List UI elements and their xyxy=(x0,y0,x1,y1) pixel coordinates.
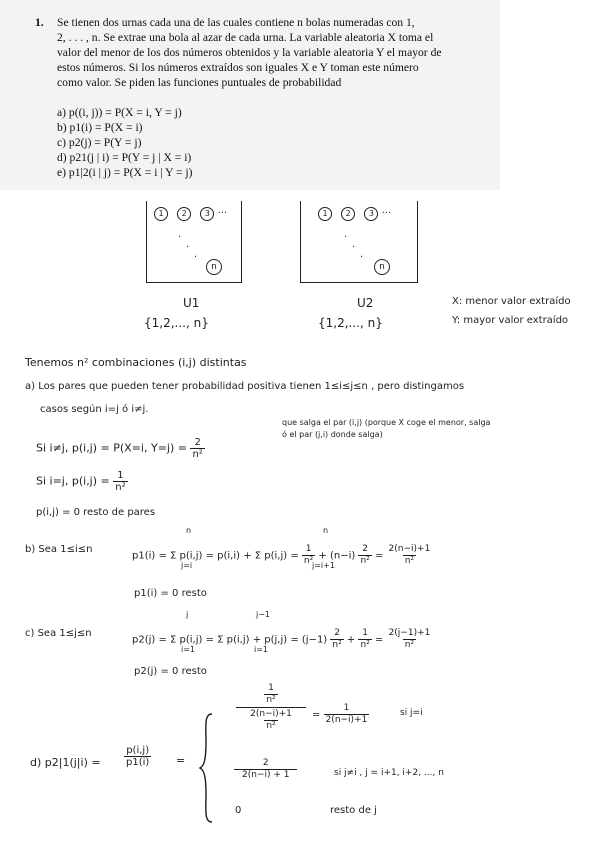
ball-3: 3 xyxy=(200,207,214,221)
part-c-result xyxy=(387,628,433,651)
case-1-condition: si j=i xyxy=(400,708,423,718)
urn-2-set: {1,2,..., n} xyxy=(318,316,383,330)
ellipsis: ··· xyxy=(217,208,228,219)
ellipsis: ··· xyxy=(381,208,392,219)
urn-1-set: {1,2,..., n} xyxy=(144,316,209,330)
part-c-sum: p2(j) = Σ p(i,j) = Σ p(i,j) + p(j,j) = (j−1) xyxy=(132,634,328,646)
case-neq-fraction xyxy=(190,437,204,460)
case-3-value: 0 xyxy=(235,805,242,816)
diagonal-dots: · xyxy=(178,232,182,243)
ball-2: 2 xyxy=(177,207,191,221)
case-1-compound xyxy=(236,683,306,732)
numerator: p(i,j) xyxy=(126,745,150,756)
urn-2-balls xyxy=(318,207,391,221)
sum-upper: n xyxy=(323,526,329,535)
denominator: n² xyxy=(266,695,276,705)
diagonal-dots: · xyxy=(344,232,348,243)
part-d-equals: = xyxy=(176,754,186,767)
sum-lower: j=i+1 xyxy=(312,561,335,570)
part-b-rest: p1(i) = 0 resto xyxy=(134,588,207,599)
part-d-lhs: d) p2|1(j|i) = xyxy=(30,756,101,769)
fraction xyxy=(234,758,297,781)
problem-item: d) p21(j | i) = P(Y = j | X = i) xyxy=(57,151,192,164)
sum-lower: i=1 xyxy=(181,645,196,654)
problem-item: a) p((i, j)) = P(X = i, Y = j) xyxy=(57,106,182,119)
part-b-expression: p1(i) = Σ p(i,j) = p(i,i) + Σ p(i,j) = $\frac{1}{\text{n²}}$ + (n−i) $\frac{2}{\text{n²}}$ = $\frac{2(n-i)+1}{\text{n²}}$ xyxy=(132,544,431,566)
part-d-fraction xyxy=(124,745,151,768)
part-c-expression: p2(j) = Σ p(i,j) = Σ p(i,j) + p(j,j) = (j−1) $\frac{2}{\text{n²}}$ + $\frac{1}{\text{n²}}$ = $\frac{2(j-1)+1}{\text{n²}}$ xyxy=(132,628,431,650)
part-b-result xyxy=(387,544,433,567)
ball-n: n xyxy=(374,259,390,275)
ball-1: 1 xyxy=(154,207,168,221)
problem-item: b) p1(i) = P(X = i) xyxy=(57,121,143,134)
ball-n: n xyxy=(206,259,222,275)
diagonal-dots: · xyxy=(186,242,190,253)
case-2-condition: si j≠i , j = i+1, i+2, ..., n xyxy=(334,768,444,778)
denominator: 2(n−i)+1 xyxy=(325,715,368,725)
piecewise-brace xyxy=(198,712,214,824)
ball-2: 2 xyxy=(341,207,355,221)
denominator: n² xyxy=(404,556,415,566)
numerator: 2(n−i)+1 xyxy=(250,709,292,719)
numerator: 2(n−i)+1 xyxy=(388,544,431,554)
urn-1-label: U1 xyxy=(183,296,200,310)
sum-lower: i=1 xyxy=(254,645,269,654)
denominator: n² xyxy=(332,640,342,650)
fraction xyxy=(330,628,343,651)
case-2-fraction xyxy=(234,758,297,781)
sum-upper: j xyxy=(186,610,189,619)
denominator: n² xyxy=(115,482,126,493)
numerator: 1 xyxy=(305,544,312,554)
fraction xyxy=(358,628,371,651)
numerator: 1 xyxy=(362,628,368,638)
legend-x: X: menor valor extraído xyxy=(452,296,571,307)
case-neq xyxy=(36,437,205,460)
problem-text-line: estos números. Si los números extraídos son iguales X e Y toman este número xyxy=(57,61,419,74)
legend-y: Y: mayor valor extraído xyxy=(452,315,569,326)
case-eq-fraction xyxy=(113,470,127,493)
fraction xyxy=(302,544,315,567)
solution-intro: Tenemos n² combinaciones (i,j) distintas xyxy=(25,356,247,369)
part-b-mid: + (n−i) xyxy=(318,550,356,562)
numerator: 2 xyxy=(262,758,269,768)
numerator: 2 xyxy=(194,437,201,448)
fraction xyxy=(264,683,277,706)
denominator: n² xyxy=(266,721,276,731)
diagonal-dots: · xyxy=(194,252,198,263)
case-3-condition: resto de j xyxy=(330,805,377,816)
part-c-rest: p2(j) = 0 resto xyxy=(134,666,207,677)
fraction xyxy=(358,544,371,567)
ball-3: 3 xyxy=(364,207,378,221)
numerator: 2(j−1)+1 xyxy=(388,628,431,638)
denominator: n² xyxy=(360,556,370,566)
part-a-line-2: casos según i=j ó i≠j. xyxy=(40,404,149,415)
problem-item: c) p2(j) = P(Y = j) xyxy=(57,136,142,149)
sum-lower: j=i xyxy=(181,561,193,570)
note-line-1: que salga el par (i,j) (porque X coge el menor, salga xyxy=(282,418,491,427)
numerator: 2 xyxy=(362,544,368,554)
numerator: 2 xyxy=(334,628,340,638)
denominator: n² xyxy=(404,640,415,650)
ball-1: 1 xyxy=(318,207,332,221)
diagonal-dots: · xyxy=(360,252,364,263)
part-c-lhs: c) Sea 1≤j≤n xyxy=(25,628,92,639)
case-neq-lhs: Si i≠j, p(i,j) = P(X=i, Y=j) = xyxy=(36,441,187,455)
case-1-simplified: = $\frac{1}{2(n-i)+1}$ xyxy=(312,703,368,725)
part-a-line-1: a) Los pares que pueden tener probabilidad positiva tienen 1≤i≤j≤n , pero distingamos xyxy=(25,381,465,392)
denominator: n² xyxy=(303,556,314,566)
urn-1-balls xyxy=(154,207,227,221)
denominator: n² xyxy=(360,640,370,650)
case-eq-lhs: Si i=j, p(i,j) = xyxy=(36,474,110,488)
problem-text-line: como valor. Se piden las funciones puntuales de probabilidad xyxy=(57,76,342,89)
numerator: 1 xyxy=(343,703,350,713)
problem-text-line: 2, . . . , n. Se extrae una bola al azar de cada urna. La variable aleatoria X toma el xyxy=(57,31,434,44)
numerator: 1 xyxy=(117,470,124,481)
sum-upper: j−1 xyxy=(256,610,271,619)
denominator: 2(n−i) + 1 xyxy=(234,769,297,781)
fraction xyxy=(324,703,370,726)
fraction xyxy=(124,745,151,768)
case-eq xyxy=(36,470,128,493)
problem-number: 1. xyxy=(35,16,44,29)
denominator: p1(i) xyxy=(126,757,150,768)
fraction xyxy=(248,709,294,732)
problem-text-line: Se tienen dos urnas cada una de las cuales contiene n bolas numeradas con 1, xyxy=(57,16,415,29)
problem-text-line: valor del menor de los dos números obtenidos y la variable aleatoria Y el mayor de xyxy=(57,46,442,59)
rest-of-pairs: p(i,j) = 0 resto de pares xyxy=(36,507,156,518)
denominator: n² xyxy=(192,449,203,460)
diagonal-dots: · xyxy=(352,242,356,253)
urn-2-label: U2 xyxy=(357,296,374,310)
part-b-sum: p1(i) = Σ p(i,j) = p(i,i) + Σ p(i,j) = xyxy=(132,550,299,562)
numerator: 1 xyxy=(268,683,274,693)
sum-upper: n xyxy=(186,526,192,535)
part-b-lhs: b) Sea 1≤i≤n xyxy=(25,544,93,555)
note-line-2: ó el par (j,i) donde salga) xyxy=(282,430,383,439)
problem-item: e) p1|2(i | j) = P(X = i | Y = j) xyxy=(57,166,193,179)
